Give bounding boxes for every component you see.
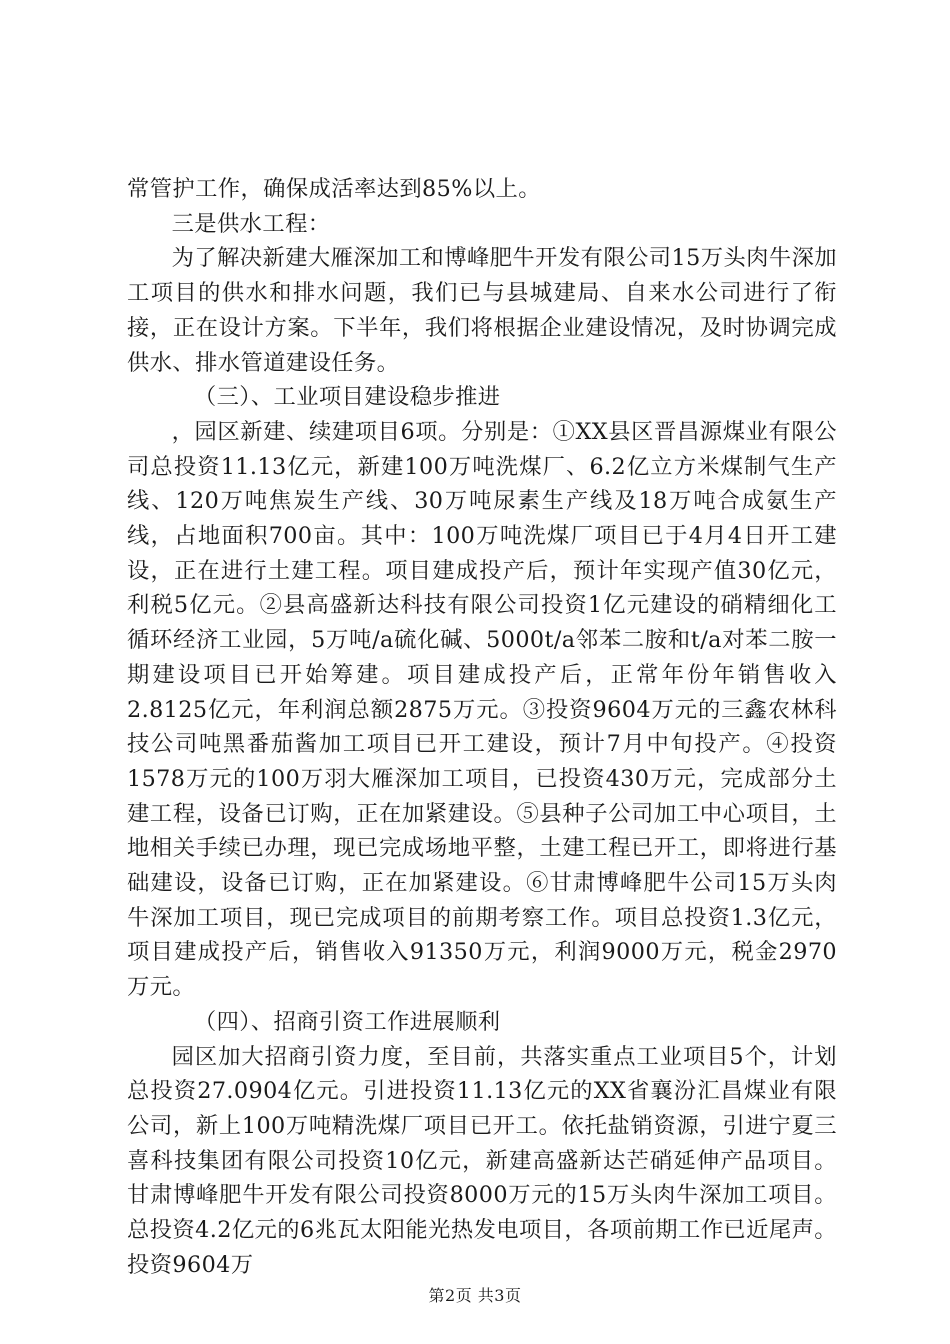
document-body — [127, 172, 837, 1283]
paragraph-water-supply: 为了解决新建大雁深加工和博峰肥牛开发有限公司15万头肉牛深加工项目的供水和排水问题，我们已与县城建局、自来水公司进行了衔接，正在设计方案。下半年，我们将根据企业建设情况，及时协调完成供水、排水管道建设任务。 — [127, 245, 837, 376]
paragraph-investment: 园区加大招商引资力度，至目前，共落实重点工业项目5个，计划总投资27.0904亿元。引进投资11.13亿元的XX省襄汾汇昌煤业有限公司，新上100万吨精洗煤厂项目已开工。依托盐销资源，引进宁夏三喜科技集团有限公司投资10亿元，新建高盛新达芒硝延伸产品项目。甘肃博峰肥牛开发有限公司投资8000万元的15万头肉牛深加工项目。总投资4.2亿元的6兆瓦太阳能光热发电项目，各项前期工作已近尾声。投资9604万 — [127, 1043, 837, 1278]
paragraph-subheading-water-supply: 三是供水工程： — [171, 210, 331, 237]
section-heading-investment: （四）、招商引资工作进展顺利 — [193, 1008, 501, 1035]
paragraph-continuation: 常管护工作，确保成活率达到85%以上。 — [127, 176, 541, 202]
page-number-footer: 第2页 共3页 — [428, 1286, 522, 1305]
paragraph-industrial-projects: ，园区新建、续建项目6项。分别是：①XX县区晋昌源煤业有限公司总投资11.13亿元，新建100万吨洗煤厂、6.2亿立方米煤制气生产线、120万吨焦炭生产线、30万吨尿素生产线及18万吨合成氨生产线，占地面积700亩。其中：100万吨洗煤厂项目已于4月4日开工建设，正在进行土建工程。项目建成投产后，预计年实现产值30亿元，利税5亿元。②县高盛新达科技有限公司投资1亿元建设的硝精细化工循环经济工业园，5万吨/a硫化碱、5000t/a邻苯二胺和t/a对苯二胺一期建设项目已开始筹建。项目建成投产后，正常年份年销售收入2.8125亿元，年利润总额2875万元。③投资9604万元的三鑫农林科技公司吨黑番茄酱加工项目已开工建设，预计7月中旬投产。④投资1578万元的100万羽大雁深加工项目，已投资430万元，完成部分土建工程，设备已订购，正在加紧建设。⑤县种子公司加工中心项目，土地相关手续已办理，现已完成场地平整，土建工程已开工，即将进行基础建设，设备已订购，正在加紧建设。⑥甘肃博峰肥牛公司15万头肉牛深加工项目，现已完成项目的前期考察工作。项目总投资1.3亿元，项目建成投产后，销售收入91350万元，利润9000万元，税金2970万元。 — [127, 418, 837, 1001]
section-heading-industrial-projects: （三）、工业项目建设稳步推进 — [193, 384, 501, 411]
